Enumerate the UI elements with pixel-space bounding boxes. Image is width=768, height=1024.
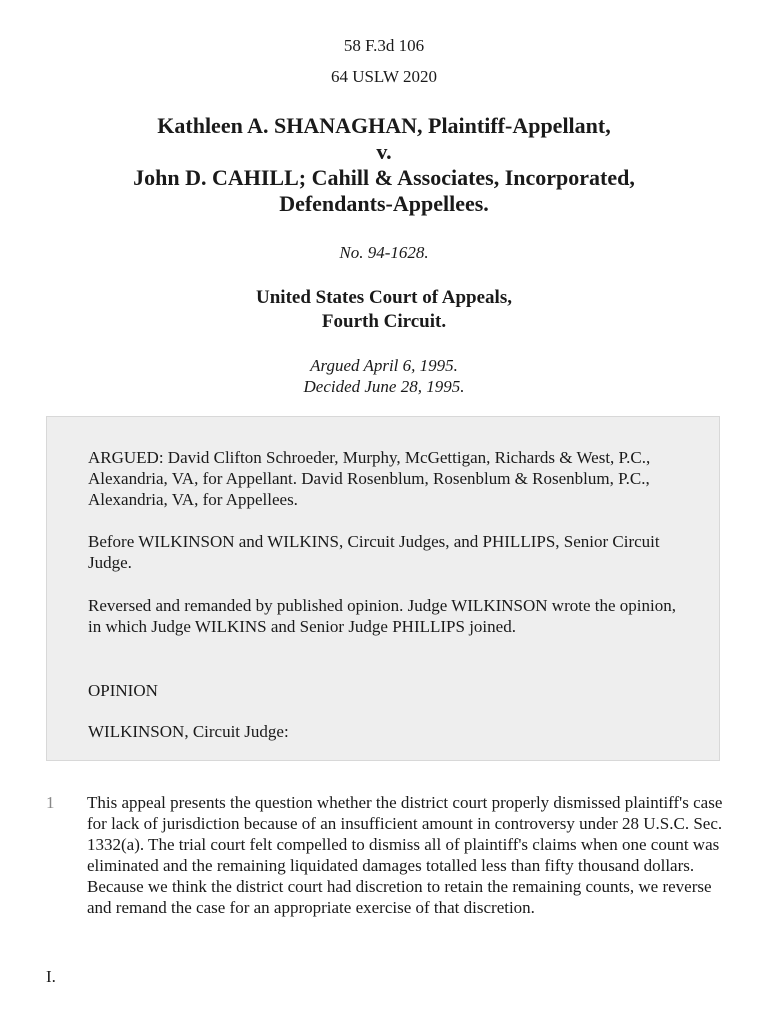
argued-date: Argued April 6, 1995. bbox=[310, 356, 458, 375]
court-name-line1: United States Court of Appeals, bbox=[256, 287, 512, 308]
disposition-paragraph: Reversed and remanded by published opinion. Judge WILKINSON wrote the opinion, in which Judge WILKINS and Senior Judge PHILLIPS joined. bbox=[88, 596, 676, 636]
decided-date: Decided June 28, 1995. bbox=[303, 377, 465, 396]
court-name bbox=[0, 286, 768, 334]
case-dates bbox=[0, 355, 768, 397]
case-summary-box bbox=[46, 416, 720, 761]
case-caption bbox=[0, 113, 768, 217]
versus-line: v. bbox=[376, 139, 392, 164]
court-name-line2: Fourth Circuit. bbox=[321, 311, 447, 332]
paragraph-number: 1 bbox=[46, 793, 55, 812]
defendant-line: John D. CAHILL; Cahill & Associates, Incorporated, bbox=[133, 165, 635, 190]
plaintiff-line: Kathleen A. SHANAGHAN, Plaintiff-Appellant, bbox=[157, 113, 611, 138]
opinion-label: OPINION bbox=[88, 681, 158, 700]
panel-paragraph: Before WILKINSON and WILKINS, Circuit Judges, and PHILLIPS, Senior Circuit Judge. bbox=[88, 532, 660, 572]
reporter-citation: 58 F.3d 106 bbox=[343, 36, 425, 55]
defendant-role-line: Defendants-Appellees. bbox=[279, 191, 489, 216]
counsel-paragraph: ARGUED: David Clifton Schroeder, Murphy, McGettigan, Richards & West, P.C., Alexandria, VA, for Appellant. David Rosenblum, Rosenblum & Rosenblum, P.C., Alexandria, VA, for Appellees. bbox=[88, 448, 651, 509]
opinion-paragraph: This appeal presents the question whether the district court properly dismissed plaintiff's case for lack of jurisdiction because of an insufficient amount in controversy under 28 U.S.C. Sec. 1332(a). The trial court felt compelled to dismiss all of plaintiff's claims when one count was eliminated and the remaining liquidated damages totalled less than fifty thousand dollars. Because we think the district court had discretion to retain the remaining counts, we reverse and remand the case for an appropriate exercise of that discretion. bbox=[87, 793, 723, 917]
uslw-citation: 64 USLW 2020 bbox=[330, 67, 438, 86]
docket-number: No. 94-1628. bbox=[339, 243, 429, 262]
opinion-author: WILKINSON, Circuit Judge: bbox=[88, 722, 289, 741]
section-heading: I. bbox=[46, 967, 56, 986]
